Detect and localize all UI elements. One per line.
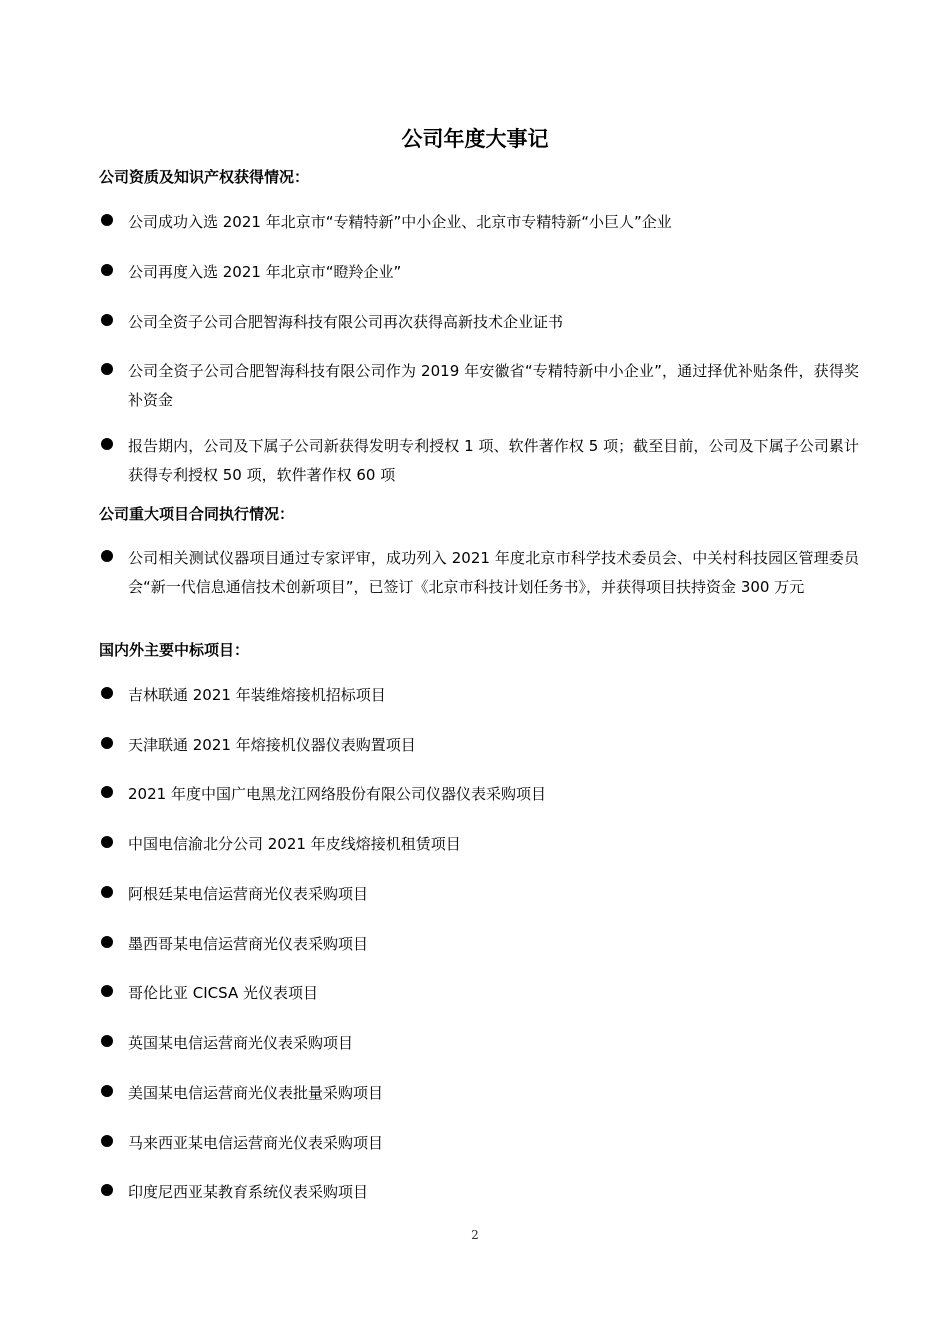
list-item bbox=[99, 544, 859, 602]
bullet-icon bbox=[101, 438, 113, 450]
list-item bbox=[99, 1029, 859, 1058]
list-item bbox=[99, 1129, 859, 1158]
list-item-text: 吉林联通 2021 年装维熔接机招标项目 bbox=[128, 686, 386, 704]
bullet-icon bbox=[101, 1135, 113, 1147]
list-item bbox=[99, 731, 859, 760]
list-item-text: 公司全资子公司合肥智海科技有限公司再次获得高新技术企业证书 bbox=[128, 313, 564, 331]
list-item bbox=[99, 979, 859, 1008]
bullet-icon bbox=[101, 836, 113, 848]
page-number: 2 bbox=[471, 1228, 479, 1242]
list-item-text: 马来西亚某电信运营商光仪表采购项目 bbox=[128, 1134, 384, 1152]
section-heading-qualifications: 公司资质及知识产权获得情况： bbox=[99, 168, 310, 186]
bullet-icon bbox=[101, 1184, 113, 1196]
list-item-text: 公司全资子公司合肥智海科技有限公司作为 2019 年安徽省“专精特新中小企业”，通过择优补贴条件，获得奖补资金 bbox=[128, 362, 859, 409]
bullet-icon bbox=[101, 314, 113, 326]
page-title: 公司年度大事记 bbox=[401, 127, 549, 151]
list-item bbox=[99, 830, 859, 859]
list-item-text: 中国电信渝北分公司 2021 年皮线熔接机租赁项目 bbox=[128, 835, 461, 853]
bullet-icon bbox=[101, 1035, 113, 1047]
list-item bbox=[99, 208, 859, 237]
list-item bbox=[99, 780, 859, 809]
list-item bbox=[99, 258, 859, 287]
list-item bbox=[99, 308, 859, 337]
list-item bbox=[99, 1079, 859, 1108]
list-item-text: 阿根廷某电信运营商光仪表采购项目 bbox=[128, 885, 369, 903]
list-item-text: 天津联通 2021 年熔接机仪器仪表购置项目 bbox=[128, 736, 416, 754]
list-item bbox=[99, 681, 859, 710]
list-item bbox=[99, 930, 859, 959]
list-item-text: 公司成功入选 2021 年北京市“专精特新”中小企业、北京市专精特新“小巨人”企业 bbox=[128, 213, 672, 231]
list-item-text: 英国某电信运营商光仪表采购项目 bbox=[128, 1034, 354, 1052]
list-item-text: 印度尼西亚某教育系统仪表采购项目 bbox=[128, 1183, 369, 1201]
list-item bbox=[99, 432, 859, 490]
bullet-icon bbox=[101, 737, 113, 749]
list-item bbox=[99, 1178, 859, 1207]
list-item-text: 公司相关测试仪器项目通过专家评审，成功列入 2021 年度北京市科学技术委员会、中关村科技园区管理委员会“新一代信息通信技术创新项目”，已签订《北京市科技计划任务书》，并获得项目扶持资金 300 万元 bbox=[128, 549, 859, 596]
bullet-icon bbox=[101, 264, 113, 276]
section-heading-major-projects: 公司重大项目合同执行情况： bbox=[99, 505, 295, 523]
list-item-text: 墨西哥某电信运营商光仪表采购项目 bbox=[128, 935, 369, 953]
list-item bbox=[99, 357, 859, 415]
bullet-icon bbox=[101, 985, 113, 997]
bullet-icon bbox=[101, 363, 113, 375]
bullet-icon bbox=[101, 687, 113, 699]
bullet-icon bbox=[101, 786, 113, 798]
list-item bbox=[99, 880, 859, 909]
list-item-text: 报告期内，公司及下属子公司新获得发明专利授权 1 项、软件著作权 5 项；截至目前，公司及下属子公司累计获得专利授权 50 项，软件著作权 60 项 bbox=[128, 437, 859, 484]
section-heading-winning-bids: 国内外主要中标项目： bbox=[99, 641, 250, 659]
list-item-text: 公司再度入选 2021 年北京市“瞪羚企业” bbox=[128, 263, 402, 281]
list-item-text: 2021 年度中国广电黑龙江网络股份有限公司仪器仪表采购项目 bbox=[128, 785, 546, 803]
bullet-icon bbox=[101, 936, 113, 948]
bullet-icon bbox=[101, 886, 113, 898]
bullet-icon bbox=[101, 1085, 113, 1097]
bullet-icon bbox=[101, 550, 113, 562]
list-item-text: 美国某电信运营商光仪表批量采购项目 bbox=[128, 1084, 384, 1102]
list-item-text: 哥伦比亚 CICSA 光仪表项目 bbox=[128, 984, 318, 1002]
bullet-icon bbox=[101, 214, 113, 226]
